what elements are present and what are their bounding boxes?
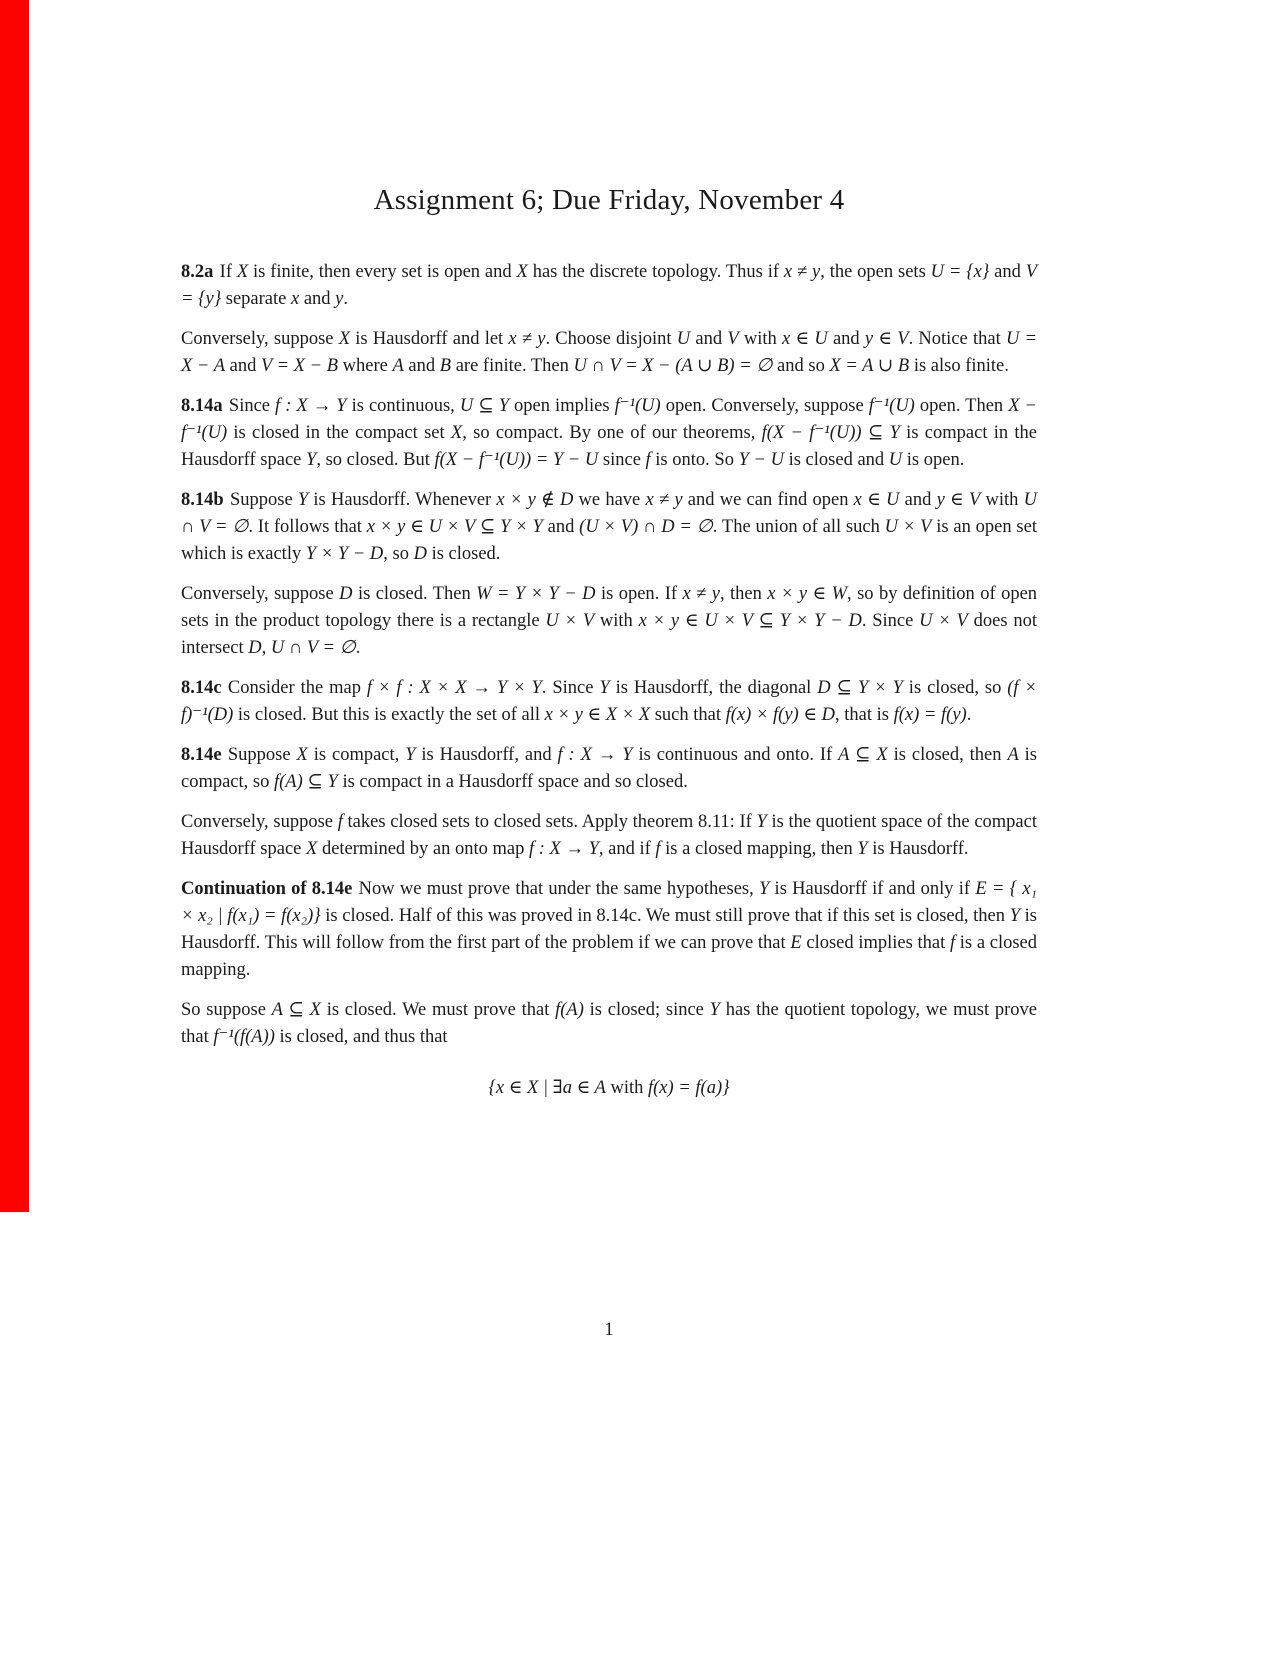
paragraph xyxy=(181,809,1037,863)
paragraph xyxy=(181,393,1037,474)
paragraph xyxy=(181,259,1037,313)
display-equation: {x ∈ X | ∃a ∈ A with f(x) = f(a)} xyxy=(488,1078,730,1098)
paragraph-text: Now we must prove that under the same hypotheses, Y is Hausdorff if and only if E = { x₁ × x₂ | f(x₁) = f(x₂)} is closed. Half of this was proved in 8.14c. We must still prove that if this set is closed, then Y is Hausdorff. This will follow from the first part of the problem if we can prove that E closed implies that f is a closed mapping. xyxy=(181,879,1037,980)
paragraph-text: Conversely, suppose X is Hausdorff and let x ≠ y. Choose disjoint U and V with x ∈ U and y ∈ V. Notice that U = X − A and V = X − B where A and B are finite. Then U ∩ V = X − (A ∪ B) = ∅ and so X = A ∪ B is also finite. xyxy=(181,329,1038,376)
left-red-stripe xyxy=(0,0,29,1212)
paragraph-text: Since f : X → Y is continuous, U ⊆ Y open implies f⁻¹(U) open. Conversely, suppose f⁻¹(U) open. Then X − f⁻¹(U) is closed in the compact set X, so compact. By one of our theorems, f(X − f⁻¹(U)) ⊆ Y is compact in the Hausdorff space Y, so closed. But f(X − f⁻¹(U)) = Y − U since f is onto. So Y − U is closed and U is open. xyxy=(181,396,1038,470)
page-number: 1 xyxy=(604,1320,614,1340)
paragraph xyxy=(181,742,1037,796)
paragraph xyxy=(181,326,1037,380)
paragraph-text: Suppose Y is Hausdorff. Whenever x × y ∉ D we have x ≠ y and we can find open x ∈ U and y ∈ V with U ∩ V = ∅. It follows that x × y ∈ U × V ⊆ Y × Y and (U × V) ∩ D = ∅. The union of all such U × V is an open set which is exactly Y × Y − D, so D is closed. xyxy=(181,490,1037,564)
paragraph-text: Conversely, suppose f takes closed sets to closed sets. Apply theorem 8.11: If Y is the quotient space of the compact Hausdorff space X determined by an onto map f : X → Y, and if f is a closed mapping, then Y is Hausdorff. xyxy=(181,812,1037,859)
paragraph-text: Conversely, suppose D is closed. Then W = Y × Y − D is open. If x ≠ y, then x × y ∈ W, so by definition of open sets in the product topology there is a rectangle U × V with x × y ∈ U × V ⊆ Y × Y − D. Since U × V does not intersect D, U ∩ V = ∅. xyxy=(181,584,1038,658)
paragraph-label: 8.2a xyxy=(181,262,214,282)
paragraph-label: Continuation of 8.14e xyxy=(181,879,353,899)
document-title: Assignment 6; Due Friday, November 4 xyxy=(373,184,845,216)
paragraph-text: Suppose X is compact, Y is Hausdorff, and f : X → Y is continuous and onto. If A ⊆ X is closed, then A is compact, so f(A) ⊆ Y is compact in a Hausdorff space and so closed. xyxy=(181,745,1038,792)
paragraph-text: So suppose A ⊆ X is closed. We must prove that f(A) is closed; since Y has the quotient topology, we must prove that f⁻¹(f(A)) is closed, and thus that xyxy=(181,1000,1037,1047)
paragraph-text: Consider the map f × f : X × X → Y × Y. Since Y is Hausdorff, the diagonal D ⊆ Y × Y is closed, so (f × f)⁻¹(D) is closed. But this is exactly the set of all x × y ∈ X × X such that f(x) × f(y) ∈ D, that is f(x) = f(y). xyxy=(181,678,1037,725)
document-body xyxy=(181,184,1037,1102)
paragraph-label: 8.14b xyxy=(181,490,224,510)
paragraph-text: If X is finite, then every set is open and X has the discrete topology. Thus if x ≠ y, the open sets U = {x} and V = {y} separate x and y. xyxy=(181,262,1037,309)
paragraph-label: 8.14a xyxy=(181,396,223,416)
paragraph-label: 8.14c xyxy=(181,678,222,698)
paragraph xyxy=(181,675,1037,729)
paragraph xyxy=(181,997,1037,1051)
paragraph xyxy=(181,487,1037,568)
paragraph-label: 8.14e xyxy=(181,745,222,765)
paragraph xyxy=(181,876,1037,984)
paragraph xyxy=(181,581,1037,662)
